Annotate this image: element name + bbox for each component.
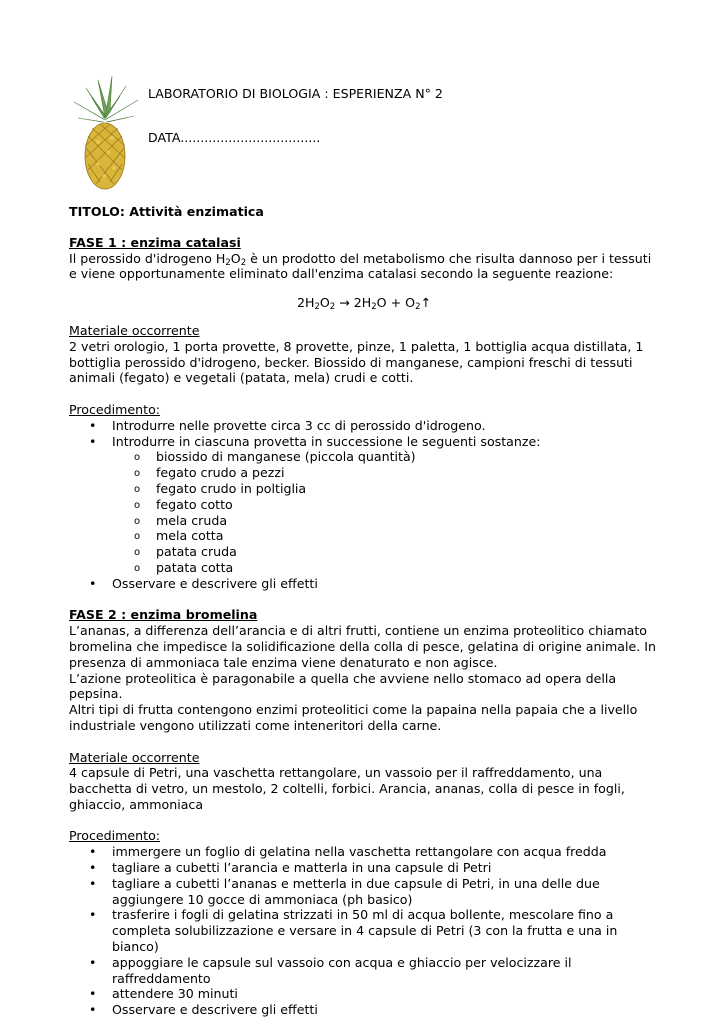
fase2-materials-heading: Materiale occorrente (69, 749, 200, 765)
eq-part: 2H (296, 295, 315, 311)
lab-title: LABORATORIO DI BIOLOGIA : ESPERIENZA N° 2 (148, 86, 443, 101)
eq-sub: 2 (314, 302, 320, 313)
fase1-intro (69, 251, 659, 283)
sub-list-item: o biossido di manganese (piccola quantità) (156, 449, 659, 465)
sub-list-item: o patata cruda (156, 544, 659, 560)
list-item: • attendere 30 minuti (112, 986, 659, 1002)
fase1-heading: FASE 1 : enzima catalasi (69, 234, 241, 250)
eq-part: O (319, 295, 330, 311)
list-item: • appoggiare le capsule sul vassoio con acqua e ghiaccio per velocizzare il raffreddamento (112, 955, 659, 987)
fase2-intro: L’ananas, a differenza dell’arancia e di altri frutti, contiene un enzima proteolitico chiamato bromelina che impedisce la solidificazione della colla di pesce, gelatina di origine animale. In presenza di ammoniaca tale enzima viene denaturato e non agisce. (69, 623, 656, 670)
eq-part: ↑ (420, 295, 432, 311)
eq-part: → 2H (335, 295, 372, 311)
fase2-intro: Altri tipi di frutta contengono enzimi proteolitici come la papaina nella papaia che a livello industriale vengono utilizzati come inteneritori della carne. (69, 702, 638, 733)
eq-sub: 2 (371, 302, 377, 313)
list-item: • tagliare a cubetti l’ananas e metterla in due capsule di Petri, in una delle due aggiungere 10 gocce di ammoniaca (ph basico) (112, 876, 659, 908)
reaction-equation (69, 295, 659, 311)
eq-sub: 2 (415, 302, 421, 313)
intro-text: O (230, 250, 241, 266)
list-item: • Introdurre nelle provette circa 3 cc di perossido d'idrogeno. (112, 418, 659, 434)
intro-text: è un prodotto del metabolismo che risulta dannoso per i tessuti e viene opportunamente eliminato dall'enzima catalasi secondo la seguente reazione: (69, 250, 652, 282)
list-item: • Osservare e descrivere gli effetti (112, 576, 659, 592)
fase2-materials: 4 capsule di Petri, una vaschetta rettangolare, un vassoio per il raffreddamento, una bacchetta di vetro, un mestolo, 2 coltelli, forbici. Arancia, ananas, colla di pesce in fogli, ghiaccio, ammoniaca (69, 765, 625, 812)
fase2-intro: L’azione proteolitica è paragonabile a quella che avviene nello stomaco ad opera della pepsina. (69, 670, 617, 702)
sub-list-item: o patata cotta (156, 560, 659, 576)
fase1-procedure-heading: Procedimento: (69, 401, 161, 417)
list-item: • Osservare e descrivere gli effetti (112, 1002, 659, 1018)
list-item-text: Introdurre in ciascuna provetta in successione le seguenti sostanze: (112, 433, 541, 449)
doc-title: TITOLO: Attività enzimatica (69, 204, 264, 219)
list-item: • immergere un foglio di gelatina nella vaschetta rettangolare con acqua fredda (112, 844, 659, 860)
date-field: DATA................................... (148, 130, 321, 145)
sub-list-item: o fegato cotto (156, 497, 659, 513)
document-body (69, 204, 659, 1018)
sub-list-item: o mela cotta (156, 528, 659, 544)
list-item: • tagliare a cubetti l’arancia e matterla in una capsule di Petri (112, 860, 659, 876)
fase1-materials-heading: Materiale occorrente (69, 322, 200, 338)
pineapple-icon (68, 72, 142, 192)
sub-list-item: o fegato crudo a pezzi (156, 465, 659, 481)
substances-list (112, 449, 659, 575)
fase2-steps (69, 844, 659, 1018)
sub-list-item: o mela cruda (156, 513, 659, 529)
subscript: 2 (240, 257, 247, 268)
fase2-heading: FASE 2 : enzima bromelina (69, 607, 258, 623)
sub-list-item: o fegato crudo in poltiglia (156, 481, 659, 497)
eq-sub: 2 (329, 302, 336, 313)
eq-part: O + O (376, 295, 416, 311)
list-item (112, 434, 659, 576)
fase2-procedure-heading: Procedimento: (69, 828, 161, 844)
intro-text: Il perossido d'idrogeno H (69, 250, 226, 266)
subscript: 2 (225, 257, 231, 268)
list-item: • trasferire i fogli di gelatina strizzati in 50 ml di acqua bollente, mescolare fino a completa solubilizzazione e versare in 4 capsule di Petri (3 con la frutta e una in bianco) (112, 907, 659, 954)
fase1-materials: 2 vetri orologio, 1 porta provette, 8 provette, pinze, 1 paletta, 1 bottiglia acqua distillata, 1 bottiglia perossido d'idrogeno, becker. Biossido di manganese, campioni freschi di tessuti animali (fegato) e vegetali (patata, mela) crudi e cotti. (69, 338, 644, 386)
fase1-steps (69, 418, 659, 592)
